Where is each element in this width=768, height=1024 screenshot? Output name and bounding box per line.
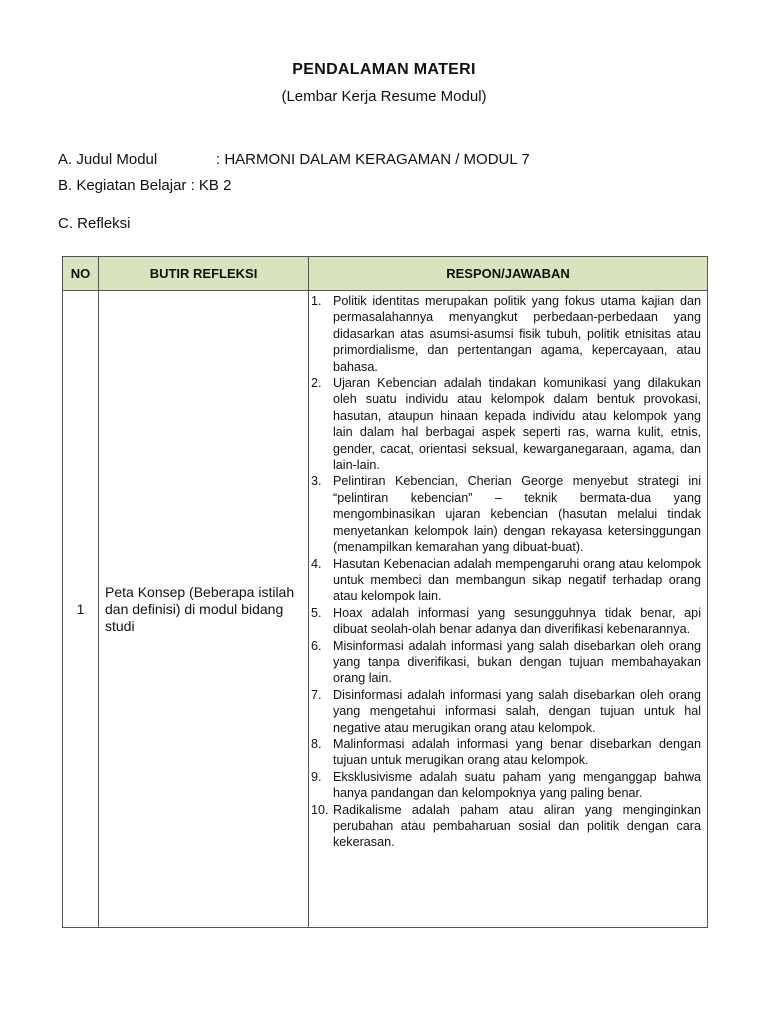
- table-row: [63, 291, 708, 928]
- module-title-row: [58, 151, 530, 168]
- list-item: [311, 293, 701, 375]
- page-title: PENDALAMAN MATERI: [292, 61, 476, 78]
- answer-list: [311, 293, 701, 851]
- list-item: [311, 638, 701, 687]
- answer-number: 5.: [311, 605, 322, 620]
- table-header-row: [63, 257, 708, 291]
- answer-number: 2.: [311, 376, 322, 391]
- answer-number: 1.: [311, 294, 322, 308]
- header-respon-jawaban: RESPON/JAWABAN: [309, 257, 708, 291]
- answer-number: 10.: [311, 802, 329, 817]
- page-subtitle: (Lembar Kerja Resume Modul): [281, 88, 487, 105]
- answer-number: 9.: [311, 769, 322, 784]
- reflection-heading: C. Refleksi: [58, 215, 131, 232]
- answer-text: Misinformasi adalah informasi yang salah disebarkan oleh orang yang tanpa diverifikasi, bukan dengan tujuan membahayakan orang lain.: [333, 638, 701, 686]
- list-item: [311, 605, 701, 638]
- response-cell: [309, 291, 708, 928]
- list-item: [311, 736, 701, 769]
- reflection-table: [62, 256, 708, 928]
- learning-activity-value: : KB 2: [186, 177, 232, 194]
- answer-number: 4.: [311, 556, 322, 571]
- answer-text: Hasutan Kebenacian adalah mempengaruhi orang atau kelompok untuk membeci dan membangun sikap negatif terhadap orang atau kelompok lain.: [333, 556, 701, 604]
- list-item: [311, 769, 701, 802]
- module-title-value: : HARMONI DALAM KERAGAMAN / MODUL 7: [216, 151, 530, 168]
- answer-number: 8.: [311, 736, 322, 751]
- list-item: [311, 473, 701, 555]
- list-item: [311, 802, 701, 851]
- learning-activity-row: [58, 177, 231, 194]
- answer-number: 6.: [311, 638, 322, 653]
- answer-text: Politik identitas merupakan politik yang fokus utama kajian dan permasalahannya menyangkut perbedaan-perbedaan yang didasarkan atas asumsi-asumsi fisik tubuh, politik etnisitas atau primordialisme, dan pertentangan agama, kepercayaan, atau bahasa.: [333, 294, 701, 374]
- header-no: NO: [63, 257, 99, 291]
- answer-number: 3.: [311, 474, 322, 489]
- row-number: 1: [63, 291, 99, 928]
- answer-text: Ujaran Kebencian adalah tindakan komunikasi yang dilakukan oleh suatu individu atau kelompok dalam bentuk provokasi, hasutan, ataupun hinaan kepada individu atau kelompok yang lain dalam hal berbagai aspek seperti ras, warna kulit, etnis, gender, cacat, orientasi seksual, kewarganegaraan, agama, dan lain-lain.: [333, 376, 701, 473]
- answer-text: Radikalisme adalah paham atau aliran yang menginginkan perubahan atau pembaharuan sosial dan politik dengan cara kekerasan.: [333, 802, 701, 850]
- list-item: [311, 687, 701, 736]
- learning-activity-label: B. Kegiatan Belajar: [58, 177, 187, 194]
- list-item: [311, 556, 701, 605]
- answer-text: Disinformasi adalah informasi yang salah disebarkan oleh orang yang mengetahui informasi salah, dengan tujuan untuk hal negative atau merugikan orang atau kelompok.: [333, 687, 701, 735]
- list-item: [311, 375, 701, 473]
- answer-number: 7.: [311, 687, 322, 702]
- module-title-label: A. Judul Modul: [58, 151, 158, 168]
- answer-text: Pelintiran Kebencian, Cherian George menyebut strategi ini “pelintiran kebencian” – teknik bermata-dua yang mengombinasikan ujaran kebencian (hasutan melalui tindak menyetankan kelompok lain) dengan rekayasa ketersinggungan (menampilkan kemarahan yang dibuat-buat).: [333, 474, 701, 555]
- header-butir-refleksi: BUTIR REFLEKSI: [99, 257, 309, 291]
- answer-text: Malinformasi adalah informasi yang benar disebarkan dengan tujuan untuk merugikan orang atau kelompok.: [333, 736, 701, 768]
- answer-text: Eksklusivisme adalah suatu paham yang menganggap bahwa hanya pandangan dan kelompoknya yang paling benar.: [333, 769, 701, 801]
- answer-text: Hoax adalah informasi yang sesungguhnya tidak benar, api dibuat seolah-olah benar adanya dan diverifikasi kebenarannya.: [333, 605, 701, 637]
- reflection-item: Peta Konsep (Beberapa istilah dan definisi) di modul bidang studi: [99, 291, 309, 928]
